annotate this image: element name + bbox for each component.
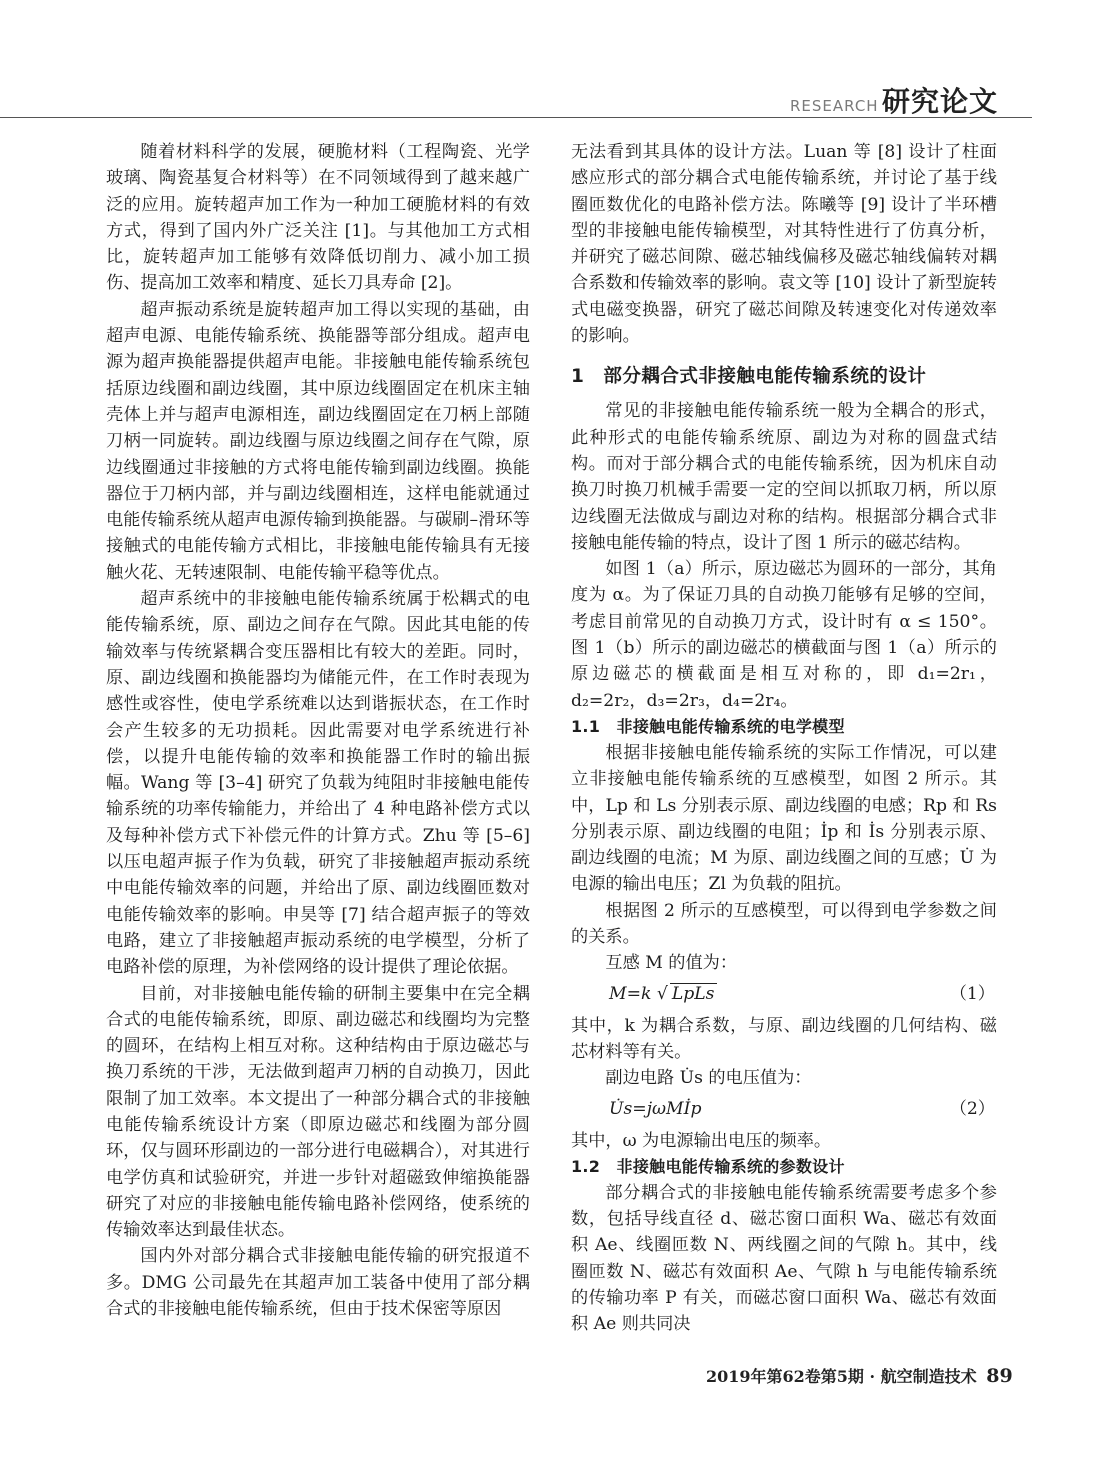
paragraph: 常见的非接触电能传输系统一般为全耦合的形式，此种形式的电能传输系统原、副边为对称的圆盘式结构。而对于部分耦合式的电能传输系统，因为机床自动换刀时换刀机械手需要一定的空间以抓取刀柄，所以原边线圈无法做成与副边对称的结构。根据部分耦合式非接触电能传输的特点，设计了图 1 所示的磁芯结构。 bbox=[571, 401, 997, 553]
header-research-label: RESEARCH bbox=[790, 97, 879, 115]
paragraph: 根据非接触电能传输系统的实际工作情况，可以建立非接触电能传输系统的互感模型，如图 2 所示。其中，Lp 和 Ls 分别表示原、副边线圈的电感；Rp 和 Rs 分别表示原、副边线圈的电阻；İp 和 İs 分别表示原、副边线圈的电流；M 为原、副边线圈之间的互感；U̇ 为电源的输出电压；Zl 为负载的阻抗。 bbox=[571, 742, 997, 895]
right-column bbox=[571, 139, 997, 1338]
paragraph: 部分耦合式的非接触电能传输系统需要考虑多个参数，包括导线直径 d、磁芯窗口面积 Wa、磁芯有效面积 Ae、线圈匝数 N、两线圈之间的气隙 h。其中，线圈匝数 N、磁芯有效面积 Ae、气隙 h 与电能传输系统的传输功率 P 有关，而磁芯窗口面积 Wa、磁芯有效面积 Ae 则共同决 bbox=[571, 1182, 997, 1335]
paragraph: 根据图 2 所示的互感模型，可以得到电学参数之间的关系。 bbox=[571, 900, 997, 948]
paragraph: 随着材料科学的发展，硬脆材料（工程陶瓷、光学玻璃、陶瓷基复合材料等）在不同领域得到了越来越广泛的应用。旋转超声加工作为一种加工硬脆材料的有效方式，得到了国内外广泛关注 [1]。与其他加工方式相比，旋转超声加工能够有效降低切削力、减小加工损伤、提高加工效率和精度、延长刀具寿命 [2]。 bbox=[106, 142, 530, 294]
equation-expression: U̇s=jωMİp bbox=[609, 1099, 702, 1120]
paragraph: 超声振动系统是旋转超声加工得以实现的基础，由超声电源、电能传输系统、换能器等部分组成。超声电源为超声换能器提供超声电能。非接触电能传输系统包括原边线圈和副边线圈，其中原边线圈固定在机床主轴壳体上并与超声电源相连，副边线圈固定在刀柄上部随刀柄一同旋转。副边线圈与原边线圈之间存在气隙，原边线圈通过非接触的方式将电能传输到副边线圈。换能器位于刀柄内部，并与副边线圈相连，这样电能就通过电能传输系统从超声电源传输到换能器。与碳刷–滑环等接触式的电能传输方式相比，非接触电能传输具有无接触火花、无转速限制、电能传输平稳等优点。 bbox=[106, 299, 530, 583]
paragraph: 其中，k 为耦合系数，与原、副边线圈的几何结构、磁芯材料等有关。 bbox=[571, 1015, 997, 1062]
equation-2 bbox=[571, 1094, 997, 1126]
left-column bbox=[106, 139, 530, 1322]
paragraph: 其中，ω 为电源输出电压的频率。 bbox=[571, 1130, 832, 1151]
paragraph: 超声系统中的非接触电能传输系统属于松耦式的电能传输系统，原、副边之间存在气隙。因此其电能的传输效率与传统紧耦合变压器相比有较大的差距。同时，原、副边线圈和换能器均为储能元件，在工作时表现为感性或容性，使电学系统难以达到谐振状态，在工作时会产生较多的无功损耗。因此需要对电学系统进行补偿，以提升电能传输的效率和换能器工作时的输出振幅。Wang 等 [3–4] 研究了负载为纯阻时非接触电能传输系统的功率传输能力，并给出了 4 种电路补偿方式以及每种补偿方式下补偿元件的计算方式。Zhu 等 [5–6] 以压电超声振子作为负载，研究了非接触超声振动系统中电能传输效率的问题，并给出了原、副边线圈匝数对电能传输效率的影响。申昊等 [7] 结合超声振子的等效电路，建立了非接触超声振动系统的电学模型，分析了电路补偿的原理，为补偿网络的设计提供了理论依据。 bbox=[106, 589, 530, 978]
section-heading: 1 部分耦合式非接触电能传输系统的设计 bbox=[571, 366, 927, 388]
paragraph: 副边电路 U̇s 的电压值为： bbox=[605, 1068, 812, 1089]
header-section-title: 研究论文 bbox=[882, 85, 999, 118]
subsection-heading: 1.1 非接触电能传输系统的电学模型 bbox=[571, 716, 845, 736]
page-number: 89 bbox=[986, 1365, 1013, 1387]
paragraph: 无法看到其具体的设计方法。Luan 等 [8] 设计了柱面感应形式的部分耦合式电能传输系统，并讨论了基于线圈匝数优化的电路补偿方法。陈曦等 [9] 设计了半环槽型的非接触电能传输模型，对其特性进行了仿真分析，并研究了磁芯间隙、磁芯轴线偏移及磁芯轴线偏转对耦合系数和传输效率的影响。袁文等 [10] 设计了新型旋转式电磁变换器，研究了磁芯间隙及转速变化对传递效率的影响。 bbox=[571, 142, 997, 347]
sqrt-radicand: LpLs bbox=[671, 984, 715, 1005]
equation-number: （2） bbox=[949, 1099, 995, 1120]
footer-journal-info: 2019年第62卷第5期 · 航空制造技术 bbox=[706, 1367, 977, 1386]
equation-1 bbox=[571, 979, 997, 1011]
paragraph: 目前，对非接触电能传输的研制主要集中在完全耦合式的电能传输系统，即原、副边磁芯和线圈均为完整的圆环，在结构上相互对称。这种结构由于原边磁芯与换刀系统的干涉，无法做到超声刀柄的自动换刀，因此限制了加工效率。本文提出了一种部分耦合式的非接触电能传输系统设计方案（即原边磁芯和线圈为部分圆环，仅与圆环形副边的一部分进行电磁耦合），对其进行电学仿真和试验研究，并进一步针对超磁致伸缩换能器研究了对应的非接触电能传输电路补偿网络，使系统的传输效率达到最佳状态。 bbox=[106, 983, 530, 1241]
equation-number: （1） bbox=[949, 984, 995, 1005]
page-footer bbox=[706, 1364, 1013, 1387]
paragraph: 互感 M 的值为： bbox=[605, 953, 738, 974]
paragraph: 国内外对部分耦合式非接触电能传输的研究报道不多。DMG 公司最先在其超声加工装备中使用了部分耦合式的非接触电能传输系统，但由于技术保密等原因 bbox=[106, 1246, 530, 1320]
equation-expression: M=k √ LpLs bbox=[609, 984, 715, 1005]
subsection-heading: 1.2 非接触电能传输系统的参数设计 bbox=[571, 1156, 845, 1176]
header-rule bbox=[0, 117, 1032, 118]
paragraph: 如图 1（a）所示，原边磁芯为圆环的一部分，其角度为 α。为了保证刀具的自动换刀能够有足够的空间，考虑目前常见的自动换刀方式，设计时有 α ≤ 150°。图 1（b）所示的副边磁芯的横截面与图 1（a）所示的原边磁芯的横截面是相互对称的，即 d₁=2r₁，d₂=2r₂，d₃=2r₃，d₄=2r₄。 bbox=[571, 559, 997, 711]
